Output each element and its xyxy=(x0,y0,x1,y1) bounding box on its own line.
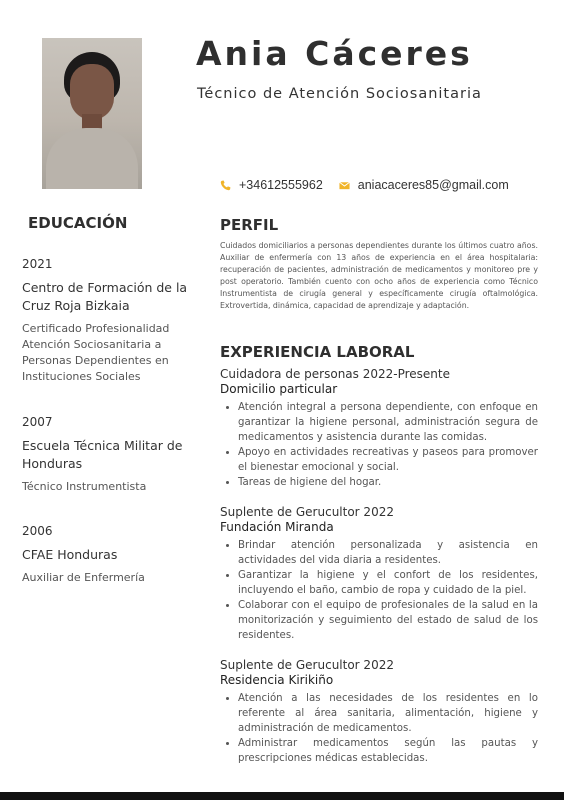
job-bullet: • Garantizar la higiene y el confort de los residentes, incluyendo el baño, cambio de ropa y cuidado de la piel. xyxy=(238,568,538,598)
job-title: Cuidadora de personas 2022-Presente xyxy=(220,367,450,381)
profile-photo xyxy=(42,38,142,189)
experience-heading: EXPERIENCIA LABORAL xyxy=(220,343,415,361)
education-heading: EDUCACIÓN xyxy=(28,214,128,232)
job-title: Suplente de Gerucultor 2022 xyxy=(220,505,394,519)
job-organization: Domicilio particular xyxy=(220,382,338,396)
job-bullet: • Brindar atención personalizada y asistencia en actividades del vida diaria a residentes. xyxy=(238,538,538,568)
job-bullet: • Atención integral a persona dependiente, con enfoque en garantizar la higiene personal, administración segura de medicamentos y asistencia durante las comidas. xyxy=(238,400,538,445)
profile-text: Cuidados domiciliarios a personas dependientes durante los últimos cuatro años. Auxiliar de enfermería con 13 años de experiencia en el área hospitalaria: recuperación de pacientes, administración de medicamentos y monitoreo pre y post operatorio. También cuento con ocho años de experiencia como Técnico Instrumentista de cirugía general y específicamente cirugía oftalmológica. Extrovertida, dinámica, capacidad de aprendizaje y adaptación. xyxy=(220,241,538,310)
contact-row xyxy=(220,178,509,192)
job-subtitle: Técnico de Atención Sociosanitaria xyxy=(197,86,482,102)
education-school: Escuela Técnica Militar de Honduras xyxy=(22,438,183,471)
education-year: 2006 xyxy=(22,524,53,538)
job-entry xyxy=(220,367,538,490)
education-item xyxy=(22,415,200,495)
education-year: 2007 xyxy=(22,415,53,429)
education-year: 2021 xyxy=(22,257,53,271)
job-title: Suplente de Gerucultor 2022 xyxy=(220,658,394,672)
education-item xyxy=(22,524,200,586)
job-bullet-list xyxy=(220,691,538,766)
education-degree: Certificado Profesionalidad Atención Sociosanitaria a Personas Dependientes en Instituciones Sociales xyxy=(22,322,170,383)
job-bullet-list xyxy=(220,538,538,643)
job-organization: Fundación Miranda xyxy=(220,520,334,534)
education-item xyxy=(22,257,200,385)
job-entry xyxy=(220,658,538,766)
email-address[interactable]: aniacaceres85@gmail.com xyxy=(357,178,509,192)
job-bullet-list xyxy=(220,400,538,490)
job-bullet: • Tareas de higiene del hogar. xyxy=(238,475,538,490)
job-organization: Residencia Kirikiño xyxy=(220,673,334,687)
education-school: Centro de Formación de la Cruz Roja Bizkaia xyxy=(22,280,188,313)
education-degree: Técnico Instrumentista xyxy=(22,480,147,493)
envelope-icon xyxy=(339,180,350,191)
job-bullet: • Atención a las necesidades de los residentes en lo referente al área sanitaria, alimentación, higiene y administración de medicamentos. xyxy=(238,691,538,736)
job-bullet: • Administrar medicamentos según las pautas y prescripciones médicas establecidas. xyxy=(238,736,538,766)
job-bullet: • Colaborar con el equipo de profesionales de la salud en la monitorización y seguimiento del estado de salud de los residentes. xyxy=(238,598,538,643)
phone-icon xyxy=(220,180,231,191)
job-bullet: • Apoyo en actividades recreativas y paseos para promover el bienestar emocional y social. xyxy=(238,445,538,475)
bottom-border xyxy=(0,792,564,800)
phone-number[interactable]: +34612555962 xyxy=(239,178,323,192)
education-school: CFAE Honduras xyxy=(22,547,118,562)
person-name: Ania Cáceres xyxy=(196,34,473,73)
education-degree: Auxiliar de Enfermería xyxy=(22,571,145,584)
job-entry xyxy=(220,505,538,643)
profile-heading: PERFIL xyxy=(220,216,279,234)
